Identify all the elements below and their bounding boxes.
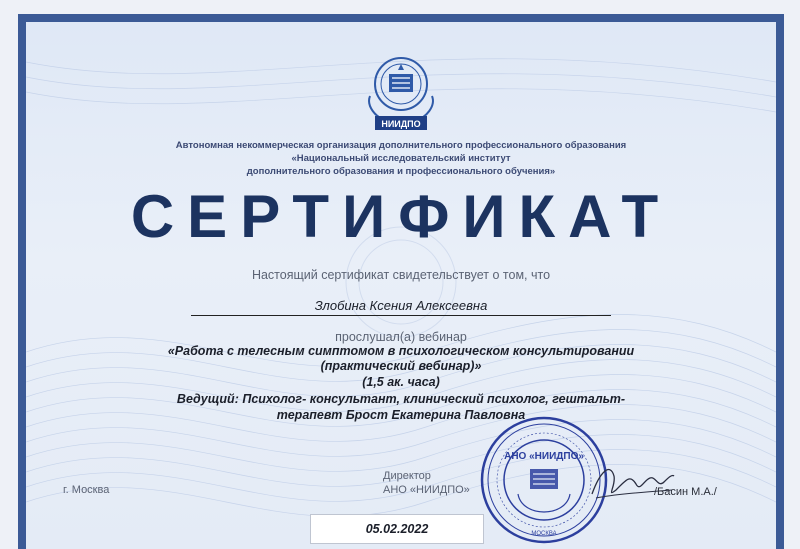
attended-text: прослушал(а) вебинар (335, 330, 467, 344)
recipient-name: Злобина Ксения Алексеевна (191, 298, 611, 316)
director-title: Директор (383, 470, 431, 482)
host-info: Ведущий: Психолог- консультант, клинический психолог, гештальт- терапевт Брост Екатерина Павловна (176, 392, 626, 422)
webinar-title: «Работа с телесным симптомом в психологическом консультировании (практический вебинар)» (167, 344, 635, 373)
organization-name (126, 139, 676, 178)
niidpo-logo (356, 48, 446, 140)
webinar-hours: (1,5 ак. часа) (362, 375, 440, 389)
signer-name: /Басин М.А./ (654, 486, 717, 498)
director-block (383, 469, 470, 497)
director-org: АНО «НИИДПО» (383, 484, 470, 496)
org-line-1: Автономная некоммерческая организация дополнительного профессионального образования (175, 140, 627, 151)
director-signature (586, 454, 676, 509)
certificate-title: СЕРТИФИКАТ (130, 183, 672, 250)
stamp-text: АНО «НИИДПО» (504, 451, 584, 462)
issue-date: 05.02.2022 (310, 514, 484, 544)
certificate-paper (26, 22, 776, 549)
org-line-3: дополнительного образования и профессионального обучения» (246, 166, 556, 177)
logo-text: НИИДПО (381, 119, 421, 129)
stamp-city: МОСКВА (531, 531, 557, 537)
certifies-text: Настоящий сертификат свидетельствует о том, что (251, 268, 551, 282)
city-label: г. Москва (63, 484, 110, 496)
org-line-2: «Национальный исследовательский институт (291, 153, 511, 164)
